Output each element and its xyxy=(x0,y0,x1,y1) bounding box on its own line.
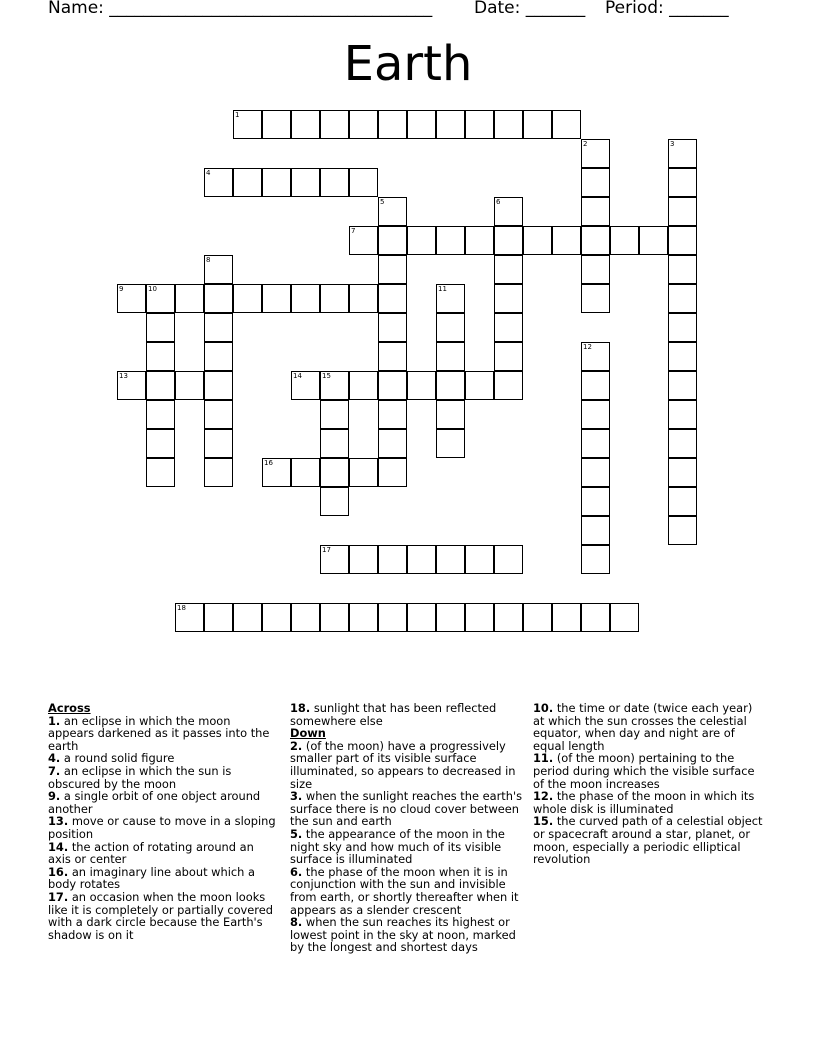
crossword-cell[interactable] xyxy=(349,168,378,197)
crossword-cell[interactable] xyxy=(233,603,262,632)
crossword-cell[interactable] xyxy=(465,226,494,255)
crossword-cell[interactable] xyxy=(117,284,146,313)
crossword-cell[interactable] xyxy=(523,110,552,139)
crossword-cell[interactable] xyxy=(117,371,146,400)
crossword-cell[interactable] xyxy=(291,458,320,487)
crossword-cell[interactable] xyxy=(146,429,175,458)
crossword-cell[interactable] xyxy=(436,342,465,371)
clue-down-11: 11. (of the moon) pertaining to the period during which the visible surface of the moon increases xyxy=(533,751,755,791)
crossword-cell[interactable] xyxy=(204,168,233,197)
crossword-cell[interactable] xyxy=(320,110,349,139)
crossword-cell[interactable] xyxy=(494,313,523,342)
crossword-cell[interactable] xyxy=(494,371,523,400)
clue-across-1: 1. an eclipse in which the moon appears darkened as it passes into the earth xyxy=(48,713,270,753)
crossword-cell[interactable] xyxy=(320,487,349,516)
crossword-cell[interactable] xyxy=(291,603,320,632)
clue-down-10: 10. the time or date (twice each year) at which the sun crosses the celestial equator, when day and night are of equal length xyxy=(533,701,753,753)
crossword-cell[interactable] xyxy=(436,313,465,342)
crossword-cell[interactable] xyxy=(146,342,175,371)
crossword-cell[interactable] xyxy=(668,139,697,168)
crossword-cell[interactable] xyxy=(494,255,523,284)
crossword-cell[interactable] xyxy=(668,197,697,226)
crossword-cell[interactable] xyxy=(494,197,523,226)
crossword-cell[interactable] xyxy=(465,110,494,139)
crossword-cell[interactable] xyxy=(610,603,639,632)
crossword-cell[interactable] xyxy=(465,603,494,632)
crossword-cell[interactable] xyxy=(175,284,204,313)
crossword-cell[interactable] xyxy=(320,371,349,400)
crossword-cell[interactable] xyxy=(581,429,610,458)
crossword-cell[interactable] xyxy=(378,458,407,487)
crossword-cell[interactable] xyxy=(378,400,407,429)
cell-number: 1 xyxy=(235,111,240,119)
crossword-cell[interactable] xyxy=(262,603,291,632)
crossword-cell[interactable] xyxy=(494,110,523,139)
clue-across-18: 18. sunlight that has been reflected somewhere else xyxy=(290,701,497,728)
crossword-cell[interactable] xyxy=(581,458,610,487)
clue-down-8: 8. when the sun reaches its highest or lowest point in the sky at noon, marked by the longest and shortest days xyxy=(290,915,516,955)
crossword-cell[interactable] xyxy=(320,458,349,487)
crossword-cell[interactable] xyxy=(407,110,436,139)
crossword-cell[interactable] xyxy=(262,110,291,139)
crossword-cell[interactable] xyxy=(233,284,262,313)
cell-number: 13 xyxy=(119,372,128,380)
crossword-cell[interactable] xyxy=(494,284,523,313)
clue-down-5: 5. the appearance of the moon in the night sky and how much of its visible surface is illuminated xyxy=(290,826,505,867)
crossword-cell[interactable] xyxy=(349,284,378,313)
crossword-cell[interactable] xyxy=(146,313,175,342)
crossword-cell[interactable] xyxy=(378,342,407,371)
crossword-cell[interactable] xyxy=(320,168,349,197)
crossword-cell[interactable] xyxy=(610,226,639,255)
crossword-cell[interactable] xyxy=(581,226,610,255)
crossword-cell[interactable] xyxy=(262,284,291,313)
crossword-cell[interactable] xyxy=(378,255,407,284)
crossword-cell[interactable] xyxy=(378,110,407,139)
crossword-cell[interactable] xyxy=(436,545,465,574)
crossword-cell[interactable] xyxy=(204,371,233,400)
clue-down-15: 15. the curved path of a celestial object or spacecraft around a star, planet, or moon, especially a periodic elliptical revolution xyxy=(533,814,763,867)
crossword-cell[interactable] xyxy=(233,110,262,139)
clue-column-1 xyxy=(48,702,280,941)
clue-across-7: 7. an eclipse in which the sun is obscured by the moon xyxy=(48,763,232,791)
cell-number: 3 xyxy=(670,140,675,148)
crossword-cell[interactable] xyxy=(668,226,697,255)
crossword-cell[interactable] xyxy=(291,168,320,197)
crossword-cell[interactable] xyxy=(494,342,523,371)
crossword-cell[interactable] xyxy=(349,226,378,255)
name-field[interactable]: Name: ______________________________________ xyxy=(48,0,433,18)
crossword-cell[interactable] xyxy=(378,429,407,458)
crossword-cell[interactable] xyxy=(581,603,610,632)
crossword-cell[interactable] xyxy=(581,516,610,545)
crossword-cell[interactable] xyxy=(407,603,436,632)
page-title: Earth xyxy=(343,36,473,92)
crossword-cell[interactable] xyxy=(465,545,494,574)
crossword-cell[interactable] xyxy=(204,284,233,313)
crossword-cell[interactable] xyxy=(262,458,291,487)
cell-number: 7 xyxy=(351,227,356,235)
crossword-cell[interactable] xyxy=(552,603,581,632)
across-heading: Across xyxy=(48,701,91,715)
crossword-cell[interactable] xyxy=(668,342,697,371)
crossword-cell[interactable] xyxy=(378,197,407,226)
crossword-cell[interactable] xyxy=(146,458,175,487)
crossword-cell[interactable] xyxy=(349,110,378,139)
crossword-cell[interactable] xyxy=(436,226,465,255)
crossword-cell[interactable] xyxy=(349,603,378,632)
cell-number: 15 xyxy=(322,372,331,380)
cell-number: 9 xyxy=(119,285,124,293)
crossword-cell[interactable] xyxy=(146,371,175,400)
clue-column-3 xyxy=(533,702,765,866)
crossword-cell[interactable] xyxy=(204,429,233,458)
crossword-cell[interactable] xyxy=(668,255,697,284)
clue-down-6: 6. the phase of the moon when it is in conjunction with the sun and invisible from earth, or shortly thereafter when it appears as a slender crescent xyxy=(290,864,519,917)
crossword-cell[interactable] xyxy=(175,603,204,632)
cell-number: 16 xyxy=(264,459,273,467)
cell-number: 14 xyxy=(293,372,302,380)
clue-down-2: 2. (of the moon) have a progressively smaller part of its visible surface illuminated, so appears to decreased in size xyxy=(290,738,516,791)
clue-across-13: 13. move or cause to move in a sloping position xyxy=(48,814,276,841)
crossword-cell[interactable] xyxy=(436,603,465,632)
crossword-cell[interactable] xyxy=(668,516,697,545)
crossword-cell[interactable] xyxy=(146,284,175,313)
clue-down-3: 3. when the sunlight reaches the earth's surface there is no cloud cover between the sun and earth xyxy=(290,789,523,829)
crossword-cell[interactable] xyxy=(581,284,610,313)
crossword-cell[interactable] xyxy=(291,371,320,400)
crossword-cell[interactable] xyxy=(465,371,494,400)
crossword-cell[interactable] xyxy=(378,226,407,255)
crossword-cell[interactable] xyxy=(262,168,291,197)
crossword-cell[interactable] xyxy=(523,226,552,255)
crossword-cell[interactable] xyxy=(378,284,407,313)
cell-number: 5 xyxy=(380,198,385,206)
crossword-cell[interactable] xyxy=(291,284,320,313)
period-field[interactable]: Period: _______ xyxy=(605,0,729,18)
crossword-cell[interactable] xyxy=(175,371,204,400)
crossword-cell[interactable] xyxy=(320,400,349,429)
cell-number: 8 xyxy=(206,256,211,264)
crossword-cell[interactable] xyxy=(204,255,233,284)
cell-number: 18 xyxy=(177,604,186,612)
crossword-cell[interactable] xyxy=(436,110,465,139)
crossword-cell[interactable] xyxy=(668,487,697,516)
crossword-cell[interactable] xyxy=(668,400,697,429)
crossword-cell[interactable] xyxy=(523,603,552,632)
crossword-cell[interactable] xyxy=(668,284,697,313)
crossword-cell[interactable] xyxy=(378,603,407,632)
cell-number: 2 xyxy=(583,140,588,148)
crossword-cell[interactable] xyxy=(349,545,378,574)
crossword-cell[interactable] xyxy=(581,139,610,168)
crossword-cell[interactable] xyxy=(320,603,349,632)
crossword-cell[interactable] xyxy=(494,226,523,255)
crossword-cell[interactable] xyxy=(407,226,436,255)
crossword-cell[interactable] xyxy=(204,342,233,371)
crossword-cell[interactable] xyxy=(436,284,465,313)
crossword-cell[interactable] xyxy=(581,342,610,371)
cell-number: 17 xyxy=(322,546,331,554)
clue-down-12: 12. the phase of the moon in which its whole disk is illuminated xyxy=(533,789,755,816)
cell-number: 6 xyxy=(496,198,501,206)
crossword-cell[interactable] xyxy=(320,545,349,574)
crossword-cell[interactable] xyxy=(378,371,407,400)
clue-across-9: 9. a single orbit of one object around another xyxy=(48,789,261,816)
crossword-cell[interactable] xyxy=(349,371,378,400)
crossword-cell[interactable] xyxy=(146,400,175,429)
crossword-cell[interactable] xyxy=(436,371,465,400)
crossword-cell[interactable] xyxy=(436,429,465,458)
crossword-cell[interactable] xyxy=(349,458,378,487)
crossword-cell[interactable] xyxy=(552,110,581,139)
crossword-cell[interactable] xyxy=(494,603,523,632)
crossword-cell[interactable] xyxy=(581,400,610,429)
crossword-cell[interactable] xyxy=(581,371,610,400)
crossword-cell[interactable] xyxy=(407,371,436,400)
crossword-cell[interactable] xyxy=(668,458,697,487)
crossword-cell[interactable] xyxy=(668,371,697,400)
crossword-cell[interactable] xyxy=(581,487,610,516)
date-field[interactable]: Date: _______ xyxy=(474,0,586,18)
crossword-cell[interactable] xyxy=(639,226,668,255)
crossword-cell[interactable] xyxy=(378,313,407,342)
crossword-cell[interactable] xyxy=(291,110,320,139)
down-heading: Down xyxy=(290,726,326,741)
cell-number: 10 xyxy=(148,285,157,293)
cell-number: 4 xyxy=(206,169,211,177)
crossword-cell[interactable] xyxy=(320,429,349,458)
crossword-cell[interactable] xyxy=(494,545,523,574)
clue-across-17: 17. an occasion when the moon looks like it is completely or partially covered with a dark circle because the Earth's shadow is on it xyxy=(48,889,273,942)
crossword-cell[interactable] xyxy=(581,197,610,226)
cell-number: 12 xyxy=(583,343,592,351)
crossword-cell[interactable] xyxy=(378,545,407,574)
crossword-cell[interactable] xyxy=(320,284,349,313)
crossword-cell[interactable] xyxy=(581,168,610,197)
clue-across-14: 14. the action of rotating around an axis or center xyxy=(48,839,254,867)
crossword-cell[interactable] xyxy=(204,603,233,632)
crossword-cell[interactable] xyxy=(436,400,465,429)
clue-across-4: 4. a round solid figure xyxy=(48,751,175,766)
clue-across-16: 16. an imaginary line about which a body rotates xyxy=(48,864,255,892)
cell-number: 11 xyxy=(438,285,447,293)
crossword-cell[interactable] xyxy=(668,429,697,458)
crossword-cell[interactable] xyxy=(552,226,581,255)
crossword-cell[interactable] xyxy=(407,545,436,574)
crossword-cell[interactable] xyxy=(233,168,262,197)
crossword-cell[interactable] xyxy=(581,545,610,574)
crossword-cell[interactable] xyxy=(204,400,233,429)
crossword-cell[interactable] xyxy=(668,313,697,342)
crossword-cell[interactable] xyxy=(204,458,233,487)
clue-column-2 xyxy=(290,702,525,954)
crossword-cell[interactable] xyxy=(581,255,610,284)
crossword-cell[interactable] xyxy=(204,313,233,342)
crossword-cell[interactable] xyxy=(668,168,697,197)
